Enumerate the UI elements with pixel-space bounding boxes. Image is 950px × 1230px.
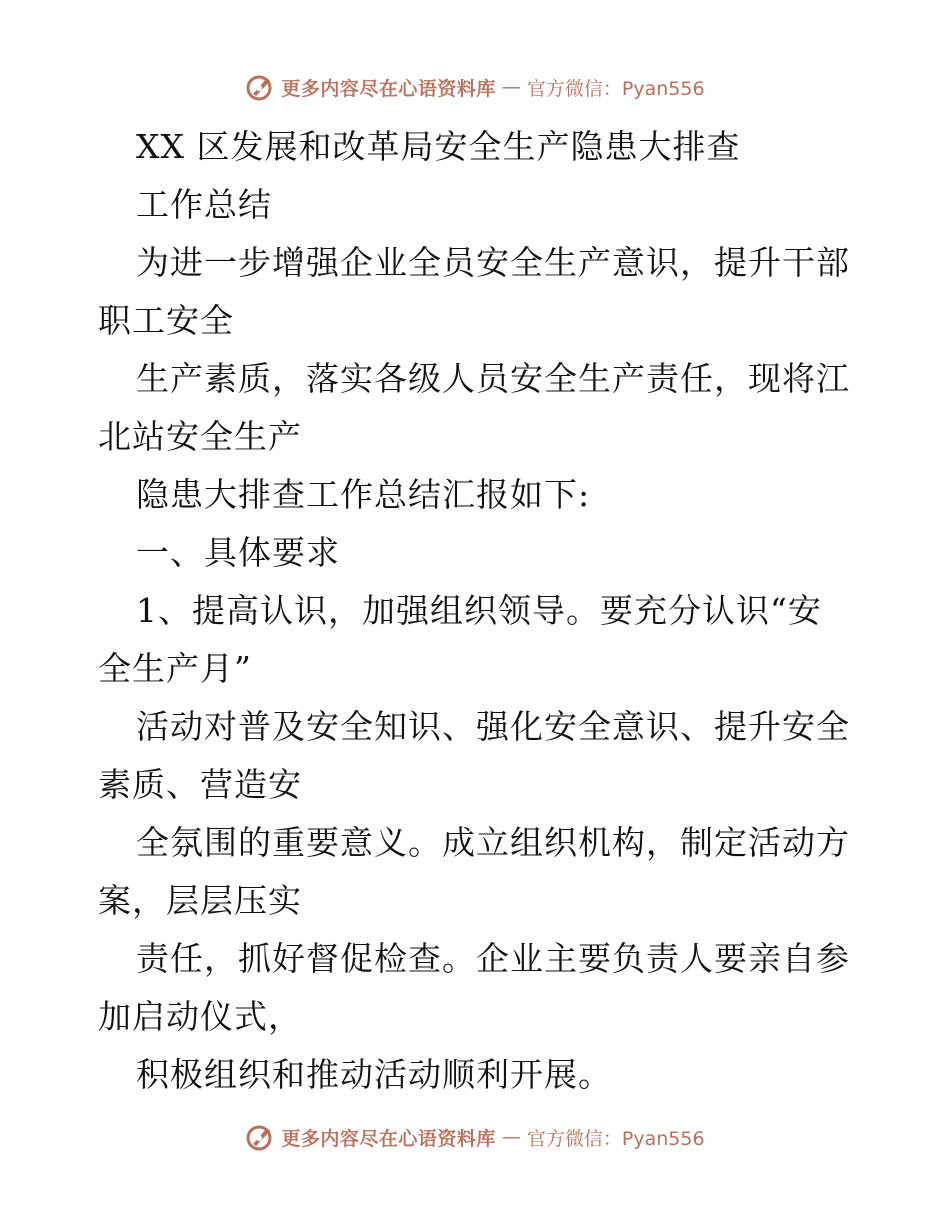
text-line: 责任，抓好督促检查。企业主要负责人要亲自参: [136, 939, 850, 978]
text-line: 工作总结: [136, 185, 272, 224]
document-body: [98, 118, 858, 1104]
text-line: 生产素质，落实各级人员安全生产责任，现将江: [136, 359, 850, 398]
watermark-text: 更多内容尽在心语资料库: [281, 1127, 496, 1150]
watermark-separator: —: [501, 1126, 521, 1148]
watermark-contact: 官方微信：Pyan556: [526, 77, 705, 100]
watermark-text: 更多内容尽在心语资料库: [281, 77, 496, 100]
watermark-contact: 官方微信：Pyan556: [526, 1127, 705, 1150]
text-line: 活动对普及安全知识、强化安全意识、提升安全: [136, 707, 850, 746]
quill-seal-icon: [245, 72, 275, 102]
text-line: 案，层层压实: [98, 881, 302, 920]
quill-seal-icon: [245, 1122, 275, 1152]
text-line: 北站安全生产: [98, 417, 302, 456]
text-line: 1、提高认识，加强组织领导。要充分认识“安: [136, 591, 822, 630]
text-line: 全氛围的重要意义。成立组织机构，制定活动方: [136, 823, 850, 862]
text-line: 隐患大排查工作总结汇报如下:: [136, 475, 591, 514]
text-line: 一、具体要求: [136, 533, 340, 572]
text-line: 职工安全: [98, 301, 234, 340]
text-line: 全生产月”: [98, 649, 252, 688]
text-line: 为进一步增强企业全员安全生产意识，提升干部: [136, 243, 850, 282]
text-line: 素质、营造安: [98, 765, 302, 804]
footer-watermark: [0, 1122, 950, 1152]
watermark-separator: —: [501, 76, 521, 98]
text-line: XX 区发展和改革局安全生产隐患大排查: [136, 127, 741, 166]
header-watermark: [0, 72, 950, 102]
text-line: 加启动仪式，: [98, 997, 302, 1036]
text-line: 积极组织和推动活动顺利开展。: [136, 1055, 612, 1094]
